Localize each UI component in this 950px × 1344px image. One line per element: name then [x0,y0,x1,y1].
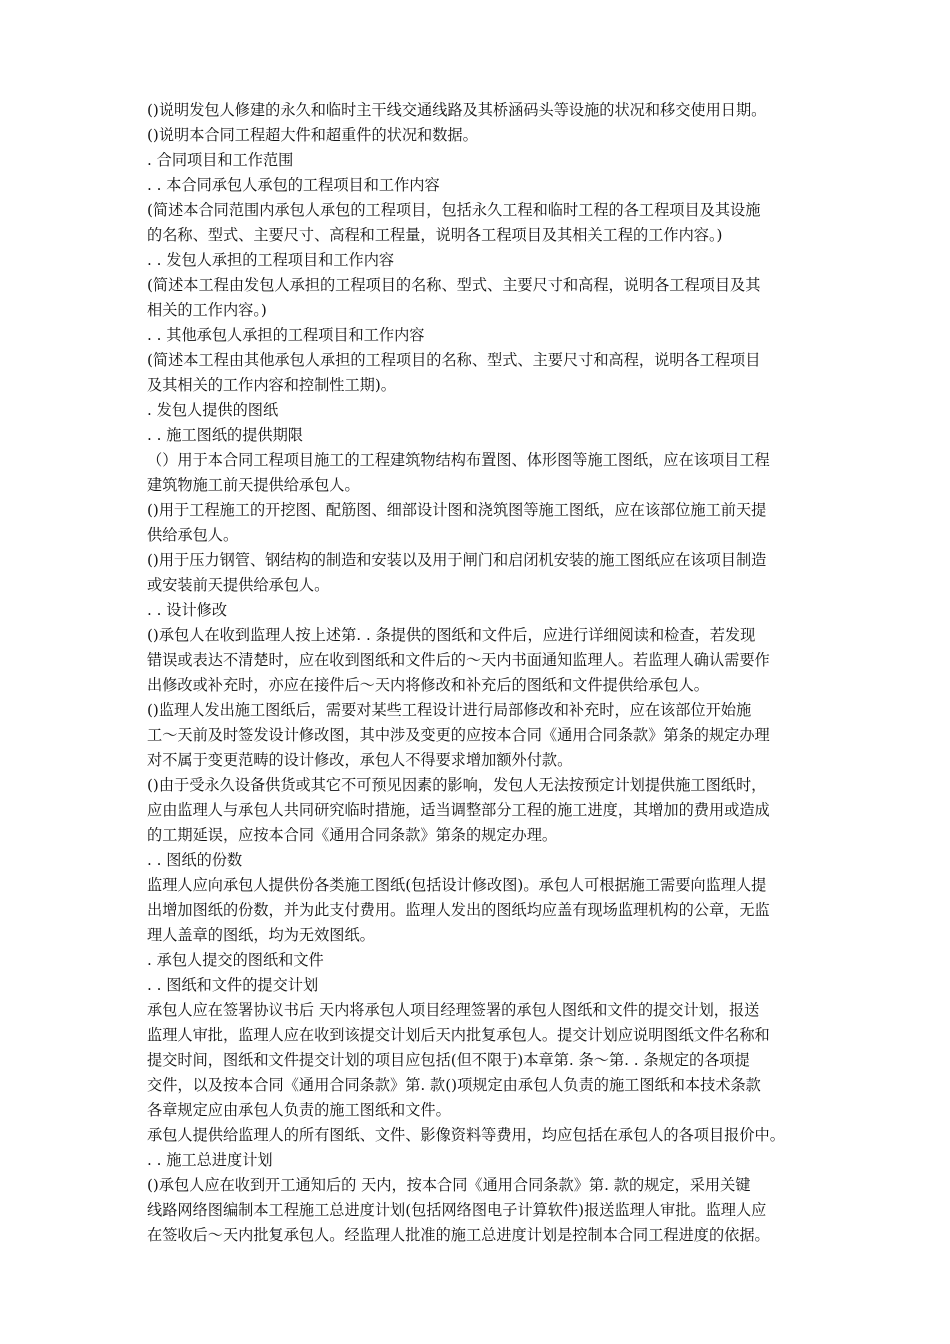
text-line: . . 本合同承包人承包的工程项目和工作内容 [147,176,440,194]
text-line: (简述本合同范围内承包人承包的工程项目，包括永久工程和临时工程的各工程项目及其设施 [147,201,761,219]
text-line: ()承包人应在收到开工通知后的 天内，按本合同《通用合同条款》第. 款的规定，采用关键 [147,1176,751,1194]
text-line: ()用于压力钢管、钢结构的制造和安装以及用于闸门和启闭机安装的施工图纸应在该项目制造 [147,551,767,569]
text-line: 提交时间，图纸和文件提交计划的项目应包括(但不限于)本章第. 条～第. . 条规定的各项提 [147,1051,750,1069]
document-body [147,98,847,1248]
text-line: 交件，以及按本合同《通用合同条款》第. 款()项规定由承包人负责的施工图纸和本技术条款 [147,1076,761,1094]
text-line: 在签收后～天内批复承包人。经监理人批准的施工总进度计划是控制本合同工程进度的依据。 [147,1226,770,1244]
text-line: 线路网络图编制本工程施工总进度计划(包括网络图电子计算软件)报送监理人审批。监理人应 [147,1201,767,1219]
text-line: 承包人应在签署协议书后 天内将承包人项目经理签署的承包人图纸和文件的提交计划，报送 [147,1001,760,1019]
text-line: 出增加图纸的份数，并为此支付费用。监理人发出的图纸均应盖有现场监理机构的公章，无监 [147,901,770,919]
text-line: (简述本工程由发包人承担的工程项目的名称、型式、主要尺寸和高程，说明各工程项目及其 [147,276,761,294]
text-line: 承包人提供给监理人的所有图纸、文件、影像资料等费用，均应包括在承包人的各项目报价中。 [147,1126,785,1144]
text-line: . 合同项目和工作范围 [147,151,294,169]
text-line: 的名称、型式、主要尺寸、高程和工程量，说明各工程项目及其相关工程的工作内容。) [147,226,723,244]
text-line: 监理人审批，监理人应在收到该提交计划后天内批复承包人。提交计划应说明图纸文件名称和 [147,1026,770,1044]
text-line: 供给承包人。 [147,526,239,544]
text-line: . . 图纸和文件的提交计划 [147,976,319,994]
text-line: 出修改或补充时，亦应在接件后～天内将修改和补充后的图纸和文件提供给承包人。 [147,676,709,694]
text-line: . . 发包人承担的工程项目和工作内容 [147,251,395,269]
text-line: 相关的工作内容。) [147,301,267,319]
text-line: ()由于受永久设备供货或其它不可预见因素的影响，发包人无法按预定计划提供施工图纸时， [147,776,767,794]
text-line: 错误或表达不清楚时，应在收到图纸和文件后的～天内书面通知监理人。若监理人确认需要作 [147,651,770,669]
text-line: 或安装前天提供给承包人。 [147,576,330,594]
text-line: 各章规定应由承包人负责的施工图纸和文件。 [147,1101,451,1119]
text-line: . . 施工图纸的提供期限 [147,426,303,444]
text-line: ()说明发包人修建的永久和临时主干线交通线路及其桥涵码头等设施的状况和移交使用日期。 [147,101,767,119]
text-line: 及其相关的工作内容和控制性工期)。 [147,376,396,394]
text-line: 监理人应向承包人提供份各类施工图纸(包括设计修改图)。承包人可根据施工需要向监理人提 [147,876,767,894]
text-line: . 承包人提交的图纸和文件 [147,951,324,969]
text-line: ()用于工程施工的开挖图、配筋图、细部设计图和浇筑图等施工图纸，应在该部位施工前天提 [147,501,767,519]
text-line: 应由监理人与承包人共同研究临时措施，适当调整部分工程的施工进度，其增加的费用或造成 [147,801,770,819]
text-line: 的工期延误，应按本合同《通用合同条款》第条的规定办理。 [147,826,558,844]
text-line: . . 其他承包人承担的工程项目和工作内容 [147,326,425,344]
text-line: （）用于本合同工程项目施工的工程建筑物结构布置图、体形图等施工图纸，应在该项目工程 [147,451,770,469]
text-line: (简述本工程由其他承包人承担的工程项目的名称、型式、主要尺寸和高程，说明各工程项目 [147,351,761,369]
text-line: 工～天前及时签发设计修改图，其中涉及变更的应按本合同《通用合同条款》第条的规定办理 [147,726,770,744]
text-line: 对不属于变更范畴的设计修改，承包人不得要求增加额外付款。 [147,751,573,769]
text-line: . 发包人提供的图纸 [147,401,279,419]
text-line: ()说明本合同工程超大件和超重件的状况和数据。 [147,126,478,144]
text-line: 理人盖章的图纸，均为无效图纸。 [147,926,375,944]
text-line: 建筑物施工前天提供给承包人。 [147,476,360,494]
text-line: . . 图纸的份数 [147,851,243,869]
text-line: . . 设计修改 [147,601,228,619]
text-line: ()承包人在收到监理人按上述第. . 条提供的图纸和文件后，应进行详细阅读和检查，若发现 [147,626,756,644]
text-line: . . 施工总进度计划 [147,1151,273,1169]
text-line: ()监理人发出施工图纸后，需要对某些工程设计进行局部修改和补充时，应在该部位开始施 [147,701,752,719]
